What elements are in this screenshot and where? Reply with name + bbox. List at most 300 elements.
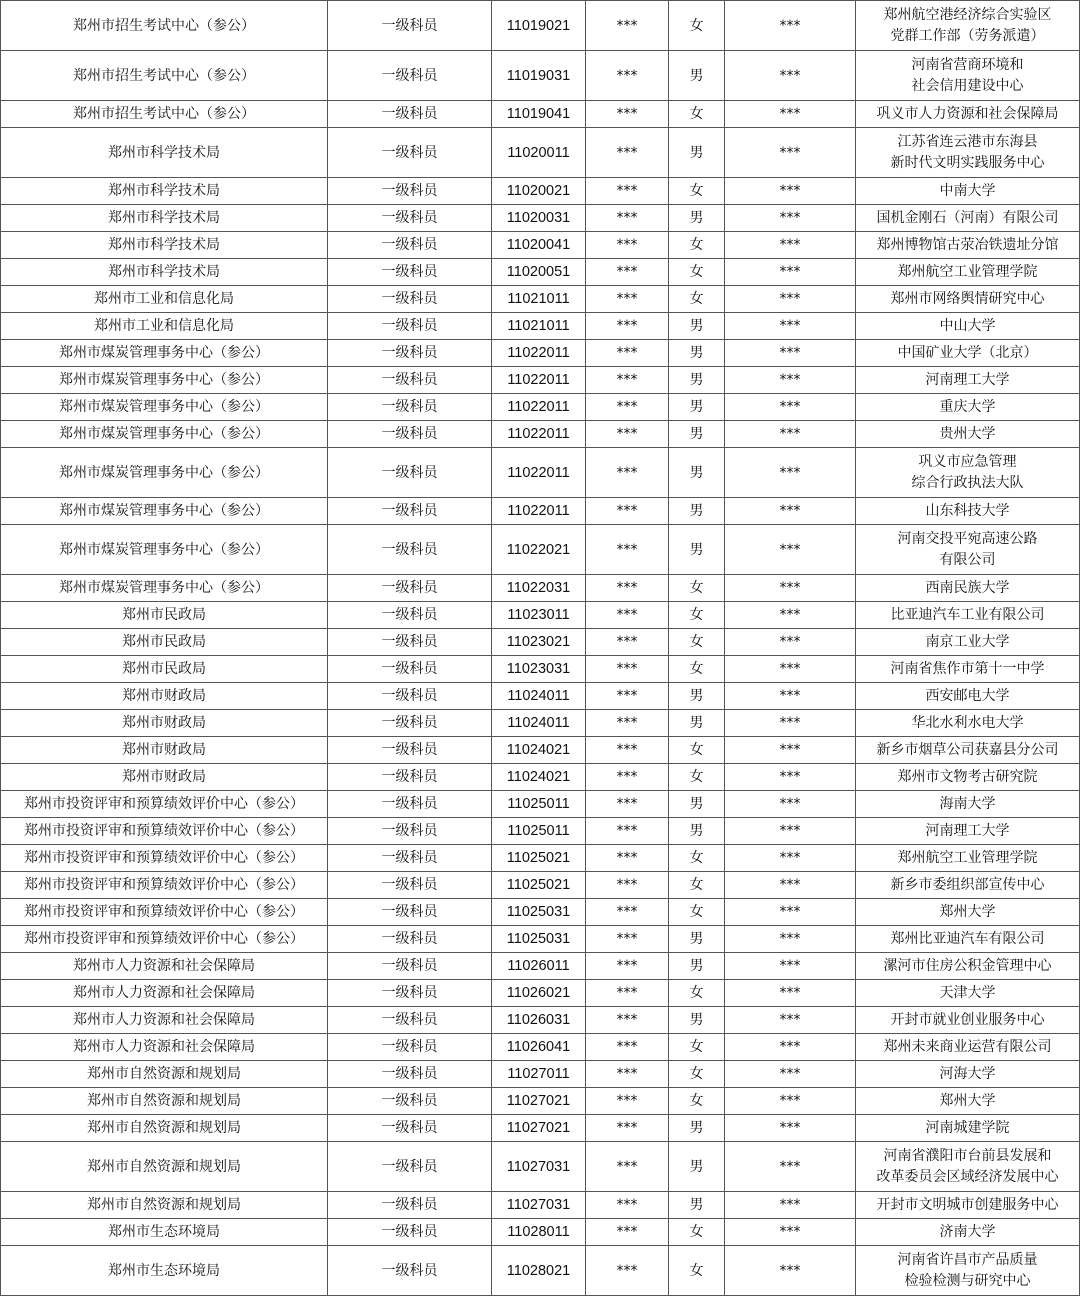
position-cell: 一级科员 <box>328 1034 492 1061</box>
table-row <box>1 845 1080 872</box>
current-employer-cell <box>856 926 1080 953</box>
employer-line: 检验检测与研究中心 <box>904 1272 1031 1289</box>
employer-line: 山东科技大学 <box>925 503 1010 519</box>
current-employer-cell <box>856 101 1080 128</box>
position-code-cell: 11021011 <box>492 313 586 340</box>
position-cell: 一级科员 <box>328 845 492 872</box>
employer-line: 中南大学 <box>939 183 996 199</box>
unit-cell: 郑州市人力资源和社会保障局 <box>1 980 328 1007</box>
id-number-cell: *** <box>725 1246 856 1296</box>
position-code-cell: 11022021 <box>492 525 586 575</box>
id-number-cell: *** <box>725 710 856 737</box>
gender-cell: 男 <box>669 1142 725 1192</box>
id-number-cell: *** <box>725 629 856 656</box>
employer-line: 河南省焦作市第十一中学 <box>890 661 1045 677</box>
employer-line: 开封市就业创业服务中心 <box>890 1012 1045 1028</box>
table-row <box>1 128 1080 178</box>
name-cell: *** <box>586 394 669 421</box>
id-number-cell: *** <box>725 1007 856 1034</box>
unit-cell: 郑州市自然资源和规划局 <box>1 1115 328 1142</box>
table-row <box>1 51 1080 101</box>
employer-line: 华北水利水电大学 <box>911 715 1024 731</box>
name-cell: *** <box>586 1 669 51</box>
unit-cell: 郑州市科学技术局 <box>1 205 328 232</box>
gender-cell: 女 <box>669 1 725 51</box>
table-row <box>1 1246 1080 1296</box>
table-row <box>1 683 1080 710</box>
id-number-cell: *** <box>725 953 856 980</box>
gender-cell: 男 <box>669 51 725 101</box>
unit-cell: 郑州市投资评审和预算绩效评价中心（参公） <box>1 899 328 926</box>
unit-cell: 郑州市煤炭管理事务中心（参公） <box>1 448 328 498</box>
position-code-cell: 11024021 <box>492 737 586 764</box>
table-row <box>1 872 1080 899</box>
position-code-cell: 11026021 <box>492 980 586 1007</box>
name-cell: *** <box>586 1061 669 1088</box>
unit-cell: 郑州市煤炭管理事务中心（参公） <box>1 394 328 421</box>
employer-line: 贵州大学 <box>939 426 996 442</box>
unit-cell: 郑州市科学技术局 <box>1 128 328 178</box>
id-number-cell: *** <box>725 313 856 340</box>
current-employer-cell <box>856 1115 1080 1142</box>
unit-cell: 郑州市财政局 <box>1 710 328 737</box>
position-code-cell: 11022011 <box>492 448 586 498</box>
id-number-cell: *** <box>725 259 856 286</box>
current-employer-cell <box>856 421 1080 448</box>
position-code-cell: 11019021 <box>492 1 586 51</box>
gender-cell: 男 <box>669 710 725 737</box>
position-code-cell: 11026041 <box>492 1034 586 1061</box>
name-cell: *** <box>586 525 669 575</box>
position-cell: 一级科员 <box>328 1142 492 1192</box>
current-employer-cell <box>856 128 1080 178</box>
gender-cell: 女 <box>669 286 725 313</box>
gender-cell: 男 <box>669 1007 725 1034</box>
table-row <box>1 953 1080 980</box>
name-cell: *** <box>586 259 669 286</box>
current-employer-cell <box>856 656 1080 683</box>
unit-cell: 郑州市人力资源和社会保障局 <box>1 1034 328 1061</box>
employer-line: 河南省许昌市产品质量 <box>897 1251 1038 1268</box>
current-employer-cell <box>856 1061 1080 1088</box>
position-cell: 一级科员 <box>328 683 492 710</box>
table-row <box>1 602 1080 629</box>
gender-cell: 女 <box>669 980 725 1007</box>
position-cell: 一级科员 <box>328 1061 492 1088</box>
gender-cell: 男 <box>669 421 725 448</box>
name-cell: *** <box>586 575 669 602</box>
employer-line: 天津大学 <box>939 985 996 1001</box>
id-number-cell: *** <box>725 683 856 710</box>
name-cell: *** <box>586 498 669 525</box>
table-row <box>1 1061 1080 1088</box>
position-code-cell: 11025031 <box>492 926 586 953</box>
gender-cell: 男 <box>669 1115 725 1142</box>
gender-cell: 女 <box>669 1246 725 1296</box>
position-cell: 一级科员 <box>328 710 492 737</box>
id-number-cell: *** <box>725 340 856 367</box>
current-employer-cell <box>856 340 1080 367</box>
name-cell: *** <box>586 683 669 710</box>
id-number-cell: *** <box>725 1 856 51</box>
gender-cell: 男 <box>669 791 725 818</box>
unit-cell: 郑州市煤炭管理事务中心（参公） <box>1 421 328 448</box>
employer-line: 巩义市应急管理 <box>918 453 1017 470</box>
position-cell: 一级科员 <box>328 926 492 953</box>
position-code-cell: 11022011 <box>492 340 586 367</box>
gender-cell: 女 <box>669 1088 725 1115</box>
position-code-cell: 11027021 <box>492 1115 586 1142</box>
employer-line: 河南理工大学 <box>925 823 1010 839</box>
id-number-cell: *** <box>725 1088 856 1115</box>
name-cell: *** <box>586 926 669 953</box>
table-body <box>1 1 1080 1296</box>
employer-line: 郑州大学 <box>939 904 996 920</box>
current-employer-cell <box>856 575 1080 602</box>
id-number-cell: *** <box>725 575 856 602</box>
id-number-cell: *** <box>725 367 856 394</box>
name-cell: *** <box>586 710 669 737</box>
position-cell: 一级科员 <box>328 394 492 421</box>
gender-cell: 女 <box>669 656 725 683</box>
employer-line: 西安邮电大学 <box>925 688 1010 704</box>
id-number-cell: *** <box>725 448 856 498</box>
employer-line: 南京工业大学 <box>925 634 1010 650</box>
table-row <box>1 710 1080 737</box>
current-employer-cell <box>856 448 1080 498</box>
id-number-cell: *** <box>725 791 856 818</box>
name-cell: *** <box>586 818 669 845</box>
position-code-cell: 11022031 <box>492 575 586 602</box>
id-number-cell: *** <box>725 1142 856 1192</box>
id-number-cell: *** <box>725 980 856 1007</box>
position-cell: 一级科员 <box>328 178 492 205</box>
unit-cell: 郑州市煤炭管理事务中心（参公） <box>1 340 328 367</box>
gender-cell: 男 <box>669 498 725 525</box>
name-cell: *** <box>586 656 669 683</box>
position-code-cell: 11025021 <box>492 872 586 899</box>
unit-cell: 郑州市自然资源和规划局 <box>1 1061 328 1088</box>
position-code-cell: 11027011 <box>492 1061 586 1088</box>
employer-line: 济南大学 <box>939 1224 996 1240</box>
current-employer-cell <box>856 178 1080 205</box>
employer-line: 社会信用建设中心 <box>911 77 1024 94</box>
id-number-cell: *** <box>725 1115 856 1142</box>
position-cell: 一级科员 <box>328 953 492 980</box>
employer-line: 河南理工大学 <box>925 372 1010 388</box>
position-cell: 一级科员 <box>328 313 492 340</box>
position-cell: 一级科员 <box>328 448 492 498</box>
position-code-cell: 11024011 <box>492 683 586 710</box>
current-employer-cell <box>856 232 1080 259</box>
current-employer-cell <box>856 205 1080 232</box>
current-employer-cell <box>856 1088 1080 1115</box>
current-employer-cell <box>856 1007 1080 1034</box>
employer-line: 中山大学 <box>939 318 996 334</box>
gender-cell: 女 <box>669 872 725 899</box>
current-employer-cell <box>856 791 1080 818</box>
current-employer-cell <box>856 1246 1080 1296</box>
position-code-cell: 11023021 <box>492 629 586 656</box>
unit-cell: 郑州市招生考试中心（参公） <box>1 101 328 128</box>
id-number-cell: *** <box>725 205 856 232</box>
employer-line: 新乡市烟草公司获嘉县分公司 <box>876 742 1059 758</box>
current-employer-cell <box>856 899 1080 926</box>
table-row <box>1 656 1080 683</box>
name-cell: *** <box>586 899 669 926</box>
gender-cell: 女 <box>669 764 725 791</box>
position-cell: 一级科员 <box>328 286 492 313</box>
name-cell: *** <box>586 1192 669 1219</box>
table-row <box>1 1142 1080 1192</box>
gender-cell: 男 <box>669 525 725 575</box>
gender-cell: 女 <box>669 602 725 629</box>
name-cell: *** <box>586 980 669 1007</box>
employer-line: 郑州大学 <box>939 1093 996 1109</box>
id-number-cell: *** <box>725 128 856 178</box>
current-employer-cell <box>856 683 1080 710</box>
unit-cell: 郑州市招生考试中心（参公） <box>1 51 328 101</box>
position-code-cell: 11027031 <box>492 1142 586 1192</box>
name-cell: *** <box>586 367 669 394</box>
position-cell: 一级科员 <box>328 791 492 818</box>
position-cell: 一级科员 <box>328 525 492 575</box>
position-code-cell: 11028021 <box>492 1246 586 1296</box>
position-cell: 一级科员 <box>328 498 492 525</box>
employer-line: 河南省营商环境和 <box>911 56 1024 73</box>
table-row <box>1 367 1080 394</box>
id-number-cell: *** <box>725 1061 856 1088</box>
name-cell: *** <box>586 421 669 448</box>
gender-cell: 女 <box>669 629 725 656</box>
position-cell: 一级科员 <box>328 629 492 656</box>
employer-line: 漯河市住房公积金管理中心 <box>883 958 1052 974</box>
position-code-cell: 11026011 <box>492 953 586 980</box>
name-cell: *** <box>586 1034 669 1061</box>
unit-cell: 郑州市煤炭管理事务中心（参公） <box>1 575 328 602</box>
position-code-cell: 11022011 <box>492 421 586 448</box>
position-cell: 一级科员 <box>328 980 492 1007</box>
employer-line: 综合行政执法大队 <box>911 474 1024 491</box>
position-cell: 一级科员 <box>328 128 492 178</box>
table-row <box>1 286 1080 313</box>
table-row <box>1 818 1080 845</box>
table-row <box>1 259 1080 286</box>
position-cell: 一级科员 <box>328 602 492 629</box>
unit-cell: 郑州市自然资源和规划局 <box>1 1192 328 1219</box>
id-number-cell: *** <box>725 498 856 525</box>
name-cell: *** <box>586 1088 669 1115</box>
position-cell: 一级科员 <box>328 575 492 602</box>
gender-cell: 女 <box>669 178 725 205</box>
position-cell: 一级科员 <box>328 656 492 683</box>
table-row <box>1 575 1080 602</box>
id-number-cell: *** <box>725 421 856 448</box>
position-cell: 一级科员 <box>328 101 492 128</box>
unit-cell: 郑州市煤炭管理事务中心（参公） <box>1 367 328 394</box>
employer-line: 开封市文明城市创建服务中心 <box>876 1197 1059 1213</box>
name-cell: *** <box>586 1142 669 1192</box>
current-employer-cell <box>856 313 1080 340</box>
current-employer-cell <box>856 845 1080 872</box>
current-employer-cell <box>856 629 1080 656</box>
unit-cell: 郑州市煤炭管理事务中心（参公） <box>1 498 328 525</box>
id-number-cell: *** <box>725 818 856 845</box>
position-code-cell: 11028011 <box>492 1219 586 1246</box>
position-cell: 一级科员 <box>328 1007 492 1034</box>
position-cell: 一级科员 <box>328 340 492 367</box>
position-code-cell: 11020051 <box>492 259 586 286</box>
name-cell: *** <box>586 205 669 232</box>
unit-cell: 郑州市财政局 <box>1 683 328 710</box>
position-code-cell: 11025021 <box>492 845 586 872</box>
table-row <box>1 205 1080 232</box>
position-code-cell: 11022011 <box>492 498 586 525</box>
current-employer-cell <box>856 259 1080 286</box>
employer-line: 河南省濮阳市台前县发展和 <box>883 1147 1052 1164</box>
unit-cell: 郑州市煤炭管理事务中心（参公） <box>1 525 328 575</box>
table-row <box>1 1007 1080 1034</box>
unit-cell: 郑州市投资评审和预算绩效评价中心（参公） <box>1 872 328 899</box>
position-code-cell: 11023031 <box>492 656 586 683</box>
gender-cell: 女 <box>669 575 725 602</box>
position-code-cell: 11026031 <box>492 1007 586 1034</box>
table-row <box>1 1115 1080 1142</box>
id-number-cell: *** <box>725 394 856 421</box>
employer-line: 郑州航空港经济综合实验区 <box>883 6 1052 23</box>
position-cell: 一级科员 <box>328 259 492 286</box>
unit-cell: 郑州市自然资源和规划局 <box>1 1142 328 1192</box>
current-employer-cell <box>856 1219 1080 1246</box>
position-code-cell: 11020021 <box>492 178 586 205</box>
name-cell: *** <box>586 845 669 872</box>
id-number-cell: *** <box>725 1192 856 1219</box>
current-employer-cell <box>856 525 1080 575</box>
current-employer-cell <box>856 818 1080 845</box>
position-code-cell: 11021011 <box>492 286 586 313</box>
gender-cell: 男 <box>669 683 725 710</box>
employer-line: 海南大学 <box>939 796 996 812</box>
gender-cell: 女 <box>669 232 725 259</box>
employer-line: 西南民族大学 <box>925 580 1010 596</box>
current-employer-cell <box>856 367 1080 394</box>
name-cell: *** <box>586 101 669 128</box>
position-cell: 一级科员 <box>328 872 492 899</box>
name-cell: *** <box>586 286 669 313</box>
name-cell: *** <box>586 764 669 791</box>
table-row <box>1 629 1080 656</box>
unit-cell: 郑州市科学技术局 <box>1 259 328 286</box>
table-row <box>1 926 1080 953</box>
unit-cell: 郑州市人力资源和社会保障局 <box>1 1007 328 1034</box>
position-cell: 一级科员 <box>328 205 492 232</box>
position-cell: 一级科员 <box>328 51 492 101</box>
unit-cell: 郑州市投资评审和预算绩效评价中心（参公） <box>1 818 328 845</box>
employer-line: 郑州航空工业管理学院 <box>897 264 1038 280</box>
employer-line: 党群工作部（劳务派遣） <box>890 27 1045 44</box>
position-code-cell: 11020041 <box>492 232 586 259</box>
current-employer-cell <box>856 872 1080 899</box>
employer-line: 河南城建学院 <box>925 1120 1010 1136</box>
position-code-cell: 11020031 <box>492 205 586 232</box>
position-cell: 一级科员 <box>328 1088 492 1115</box>
current-employer-cell <box>856 764 1080 791</box>
table-row <box>1 232 1080 259</box>
position-code-cell: 11027031 <box>492 1192 586 1219</box>
table-row <box>1 178 1080 205</box>
gender-cell: 男 <box>669 367 725 394</box>
position-code-cell: 11024021 <box>492 764 586 791</box>
position-code-cell: 11025031 <box>492 899 586 926</box>
unit-cell: 郑州市生态环境局 <box>1 1246 328 1296</box>
gender-cell: 女 <box>669 737 725 764</box>
current-employer-cell <box>856 737 1080 764</box>
id-number-cell: *** <box>725 286 856 313</box>
unit-cell: 郑州市生态环境局 <box>1 1219 328 1246</box>
id-number-cell: *** <box>725 1219 856 1246</box>
name-cell: *** <box>586 448 669 498</box>
id-number-cell: *** <box>725 656 856 683</box>
table-row <box>1 764 1080 791</box>
id-number-cell: *** <box>725 602 856 629</box>
gender-cell: 男 <box>669 313 725 340</box>
position-code-cell: 11023011 <box>492 602 586 629</box>
unit-cell: 郑州市投资评审和预算绩效评价中心（参公） <box>1 845 328 872</box>
position-cell: 一级科员 <box>328 1246 492 1296</box>
table-row <box>1 525 1080 575</box>
position-cell: 一级科员 <box>328 764 492 791</box>
name-cell: *** <box>586 737 669 764</box>
position-cell: 一级科员 <box>328 818 492 845</box>
gender-cell: 男 <box>669 818 725 845</box>
id-number-cell: *** <box>725 737 856 764</box>
name-cell: *** <box>586 340 669 367</box>
unit-cell: 郑州市民政局 <box>1 656 328 683</box>
current-employer-cell <box>856 710 1080 737</box>
table-row <box>1 899 1080 926</box>
id-number-cell: *** <box>725 764 856 791</box>
gender-cell: 女 <box>669 101 725 128</box>
unit-cell: 郑州市投资评审和预算绩效评价中心（参公） <box>1 926 328 953</box>
unit-cell: 郑州市招生考试中心（参公） <box>1 1 328 51</box>
employer-line: 江苏省连云港市东海县 <box>897 133 1038 150</box>
table-row <box>1 1 1080 51</box>
gender-cell: 男 <box>669 926 725 953</box>
table-row <box>1 101 1080 128</box>
position-cell: 一级科员 <box>328 1192 492 1219</box>
name-cell: *** <box>586 1219 669 1246</box>
gender-cell: 女 <box>669 1061 725 1088</box>
position-code-cell: 11027021 <box>492 1088 586 1115</box>
name-cell: *** <box>586 51 669 101</box>
current-employer-cell <box>856 51 1080 101</box>
unit-cell: 郑州市财政局 <box>1 764 328 791</box>
gender-cell: 男 <box>669 340 725 367</box>
employer-line: 有限公司 <box>939 551 996 568</box>
current-employer-cell <box>856 1142 1080 1192</box>
position-code-cell: 11025011 <box>492 818 586 845</box>
gender-cell: 男 <box>669 205 725 232</box>
unit-cell: 郑州市自然资源和规划局 <box>1 1088 328 1115</box>
id-number-cell: *** <box>725 845 856 872</box>
employer-line: 国机金刚石（河南）有限公司 <box>876 210 1059 226</box>
employer-line: 河海大学 <box>939 1066 996 1082</box>
name-cell: *** <box>586 1115 669 1142</box>
employer-line: 郑州航空工业管理学院 <box>897 850 1038 866</box>
employer-line: 重庆大学 <box>939 399 996 415</box>
table-row <box>1 1192 1080 1219</box>
name-cell: *** <box>586 629 669 656</box>
